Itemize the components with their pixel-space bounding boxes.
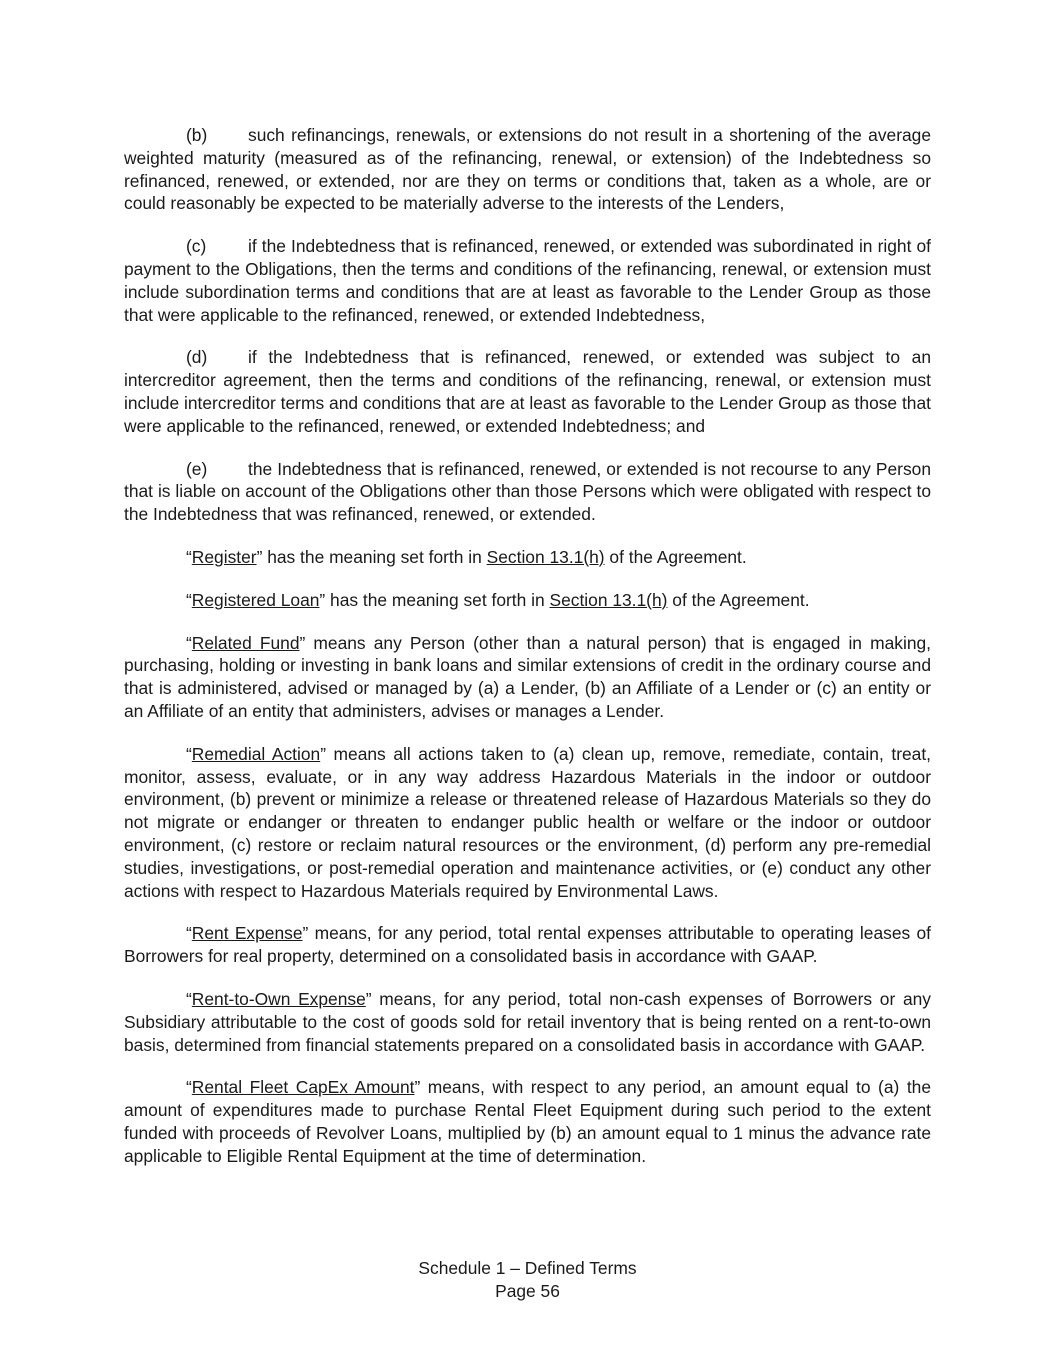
open-quote: “ <box>186 923 192 944</box>
open-quote: “ <box>186 743 192 764</box>
clause-e <box>124 458 931 526</box>
close-quote: ” <box>414 1077 421 1098</box>
clause-label: (c) <box>186 236 207 257</box>
defined-term: Registered Loan <box>191 589 320 610</box>
definition-text: has the meaning set forth in <box>325 589 550 610</box>
page-number: Page 56 <box>495 1281 560 1301</box>
close-quote: ” <box>319 589 326 610</box>
open-quote: “ <box>186 632 192 653</box>
close-quote: ” <box>256 546 263 567</box>
close-quote: ” <box>365 988 372 1009</box>
definition-rental-fleet-capex-amount <box>124 1076 931 1167</box>
open-quote: “ <box>186 546 192 567</box>
definition-text: means any Person (other than a natural person) that is engaged in making, purchasing, holding or investing in bank loans and similar extensions of credit in the ordinary course and that is administered, advised or managed by (a) a Lender, (b) an Affiliate of a Lender or (c) an entity or an Affiliate of an entity that administers, advises or manages a Lender. <box>124 632 931 721</box>
clause-text: if the Indebtedness that is refinanced, renewed, or extended was subject to an intercreditor agreement, then the terms and conditions of the refinancing, renewal, or extension must include intercreditor terms and conditions that are at least as favorable to the Lender Group as those that were applicable to the refinanced, renewed, or extended Indebtedness; and <box>124 347 931 436</box>
close-quote: ” <box>299 632 306 653</box>
clause-c <box>124 235 931 326</box>
definition-related-fund <box>124 632 931 723</box>
clause-text: if the Indebtedness that is refinanced, renewed, or extended was subordinated in right of payment to the Obligations, then the terms and conditions of the refinancing, renewal, or extension must include subordination terms and conditions that are at least as favorable to the Lender Group as those that were applicable to the refinanced, renewed, or extended Indebtedness, <box>124 236 931 325</box>
clause-b <box>124 124 931 215</box>
defined-term: Rent-to-Own Expense <box>191 988 366 1009</box>
defined-term: Rental Fleet CapEx Amount <box>191 1077 415 1098</box>
defined-term: Related Fund <box>191 632 300 653</box>
definition-rent-to-own-expense <box>124 988 931 1056</box>
defined-term: Register <box>191 546 257 567</box>
open-quote: “ <box>186 988 192 1009</box>
definition-rent-expense <box>124 922 931 968</box>
section-reference: Section 13.1(h) <box>549 589 668 610</box>
clause-label: (d) <box>186 347 208 368</box>
definition-text: has the meaning set forth in <box>262 546 487 567</box>
schedule-title: Schedule 1 – Defined Terms <box>418 1258 637 1278</box>
definition-text: means, for any period, total rental expenses attributable to operating leases of Borrowers for real property, determined on a consolidated basis in accordance with GAAP. <box>124 923 931 967</box>
definition-register <box>124 546 931 569</box>
definition-text: means, with respect to any period, an amount equal to (a) the amount of expenditures made to purchase Rental Fleet Equipment during such period to the extent funded with proceeds of Revolver Loans, multiplied by (b) an amount equal to 1 minus the advance rate applicable to Eligible Rental Equipment at the time of determination. <box>124 1077 931 1166</box>
definition-text: means, for any period, total non-cash expenses of Borrowers or any Subsidiary attributable to the cost of goods sold for retail inventory that is being rented on a rent-to-own basis, determined from financial statements prepared on a consolidated basis in accordance with GAAP. <box>124 988 931 1055</box>
definition-text: means all actions taken to (a) clean up, remove, remediate, contain, treat, monitor, assess, evaluate, or in any way address Hazardous Materials in the indoor or outdoor environment, (b) prevent or minimize a release or threatened release of Hazardous Materials so they do not migrate or endanger or threaten to endanger public health or welfare or the indoor or outdoor environment, (c) restore or reclaim natural resources or the environment, (d) perform any pre-remedial studies, investigations, or post-remedial operation and maintenance activities, or (e) conduct any other actions with respect to Hazardous Materials required by Environmental Laws. <box>124 743 931 901</box>
definition-text: of the Agreement. <box>604 546 747 567</box>
clause-text: such refinancings, renewals, or extensions do not result in a shortening of the average weighted maturity (measured as of the refinancing, renewal, or extension) of the Indebtedness so refinanced, renewed, or extended, nor are they on terms or conditions that, taken as a whole, are or could reasonably be expected to be materially adverse to the interests of the Lenders, <box>124 125 931 214</box>
definition-registered-loan <box>124 589 931 612</box>
open-quote: “ <box>186 589 192 610</box>
clause-text: the Indebtedness that is refinanced, renewed, or extended is not recourse to any Person that is liable on account of the Obligations other than those Persons which were obligated with respect to the Indebtedness that was refinanced, renewed, or extended. <box>124 458 931 525</box>
clause-label: (b) <box>186 125 208 145</box>
definition-text: of the Agreement. <box>667 589 810 610</box>
document-body <box>124 124 931 1187</box>
close-quote: ” <box>320 743 326 764</box>
page-footer <box>0 1257 1055 1303</box>
defined-term: Rent Expense <box>191 923 303 944</box>
open-quote: “ <box>186 1077 192 1098</box>
clause-label: (e) <box>186 458 208 479</box>
close-quote: ” <box>302 923 309 944</box>
clause-d <box>124 346 931 437</box>
definition-remedial-action <box>124 743 931 903</box>
defined-term: Remedial Action <box>191 743 321 764</box>
section-reference: Section 13.1(h) <box>486 546 605 567</box>
